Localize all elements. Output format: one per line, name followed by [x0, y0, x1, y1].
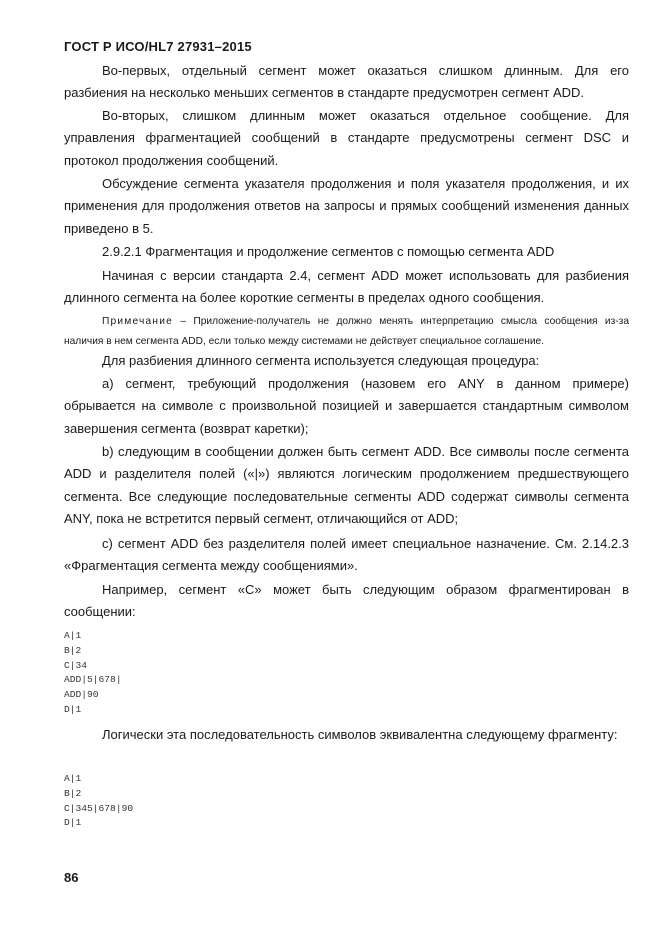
code-line: ADD|90: [64, 689, 99, 701]
equivalent-intro: Логически эта последовательность символов эквивалентна следующему фрагменту:: [102, 727, 618, 742]
code-line: B|2: [64, 787, 82, 799]
paragraph-first-reason: Во-первых, отдельный сегмент может оказаться слишком длинным. Для его разбиения на несколько меньших сегментов в стандарте предусмотрен сегмент ADD.: [64, 63, 629, 101]
procedure-item-a: a) сегмент, требующий продолжения (назовем его ANY в данном примере) обрывается на символе с произвольной позицией и завершается стандартным символом завершения сегмента (возврат каретки);: [64, 376, 629, 436]
note-block: [64, 312, 629, 351]
paragraph-continuation-discussion: Обсуждение сегмента указателя продолжения и поля указателя продолжения, и их применения для продолжения ответов на запросы и прямых сообщений изменения данных приведено в 5.: [64, 176, 629, 236]
code-line: C|345|678|90: [64, 802, 134, 814]
code-line: A|1: [64, 773, 82, 784]
code-line: A|1: [64, 630, 82, 641]
note-label: Примечание: [102, 316, 173, 327]
code-line: B|2: [64, 644, 82, 656]
procedure-item-c: c) сегмент ADD без разделителя полей имеет специальное назначение. См. 2.14.2.3 «Фрагментация сегмента между сообщениями».: [64, 536, 629, 574]
code-line: D|1: [64, 703, 82, 715]
code-line: C|34: [64, 659, 88, 671]
page-number: 86: [64, 870, 79, 885]
equivalent-code-block: [64, 772, 133, 831]
example-intro: Например, сегмент «C» может быть следующим образом фрагментирован в сообщении:: [64, 582, 629, 620]
section-heading: 2.9.2.1 Фрагментация и продолжение сегментов с помощью сегмента ADD: [102, 244, 555, 259]
paragraph-second-reason: Во-вторых, слишком длинным может оказаться отдельное сообщение. Для управления фрагментацией сообщений в стандарте предусмотрены сегмент DSC и протокол продолжения сообщений.: [64, 108, 629, 168]
example-code-block: [64, 629, 122, 718]
code-line: D|1: [64, 817, 82, 829]
code-line: ADD|5|678|: [64, 674, 122, 686]
note-text: – Приложение-получатель не должно менять интерпретацию смысла сообщения из-за наличия в нем сегмента ADD, если только между системами не действует специальное соглашение.: [64, 316, 629, 347]
procedure-intro: Для разбиения длинного сегмента используется следующая процедура:: [102, 353, 540, 368]
document-header: ГОСТ Р ИСО/HL7 27931–2015: [64, 39, 252, 54]
paragraph-version-note: Начиная с версии стандарта 2.4, сегмент ADD может использовать для разбиения длинного сегмента на более короткие сегменты в пределах одного сообщения.: [64, 268, 629, 306]
procedure-item-b: b) следующим в сообщении должен быть сегмент ADD. Все символы после сегмента ADD и разделителя полей («|») являются логическим продолжением предшествующего сегмента. Все следующие последовательные сегменты ADD содержат символы сегмента ANY, пока не встретится первый сегмент, отличающийся от ADD;: [64, 444, 629, 526]
